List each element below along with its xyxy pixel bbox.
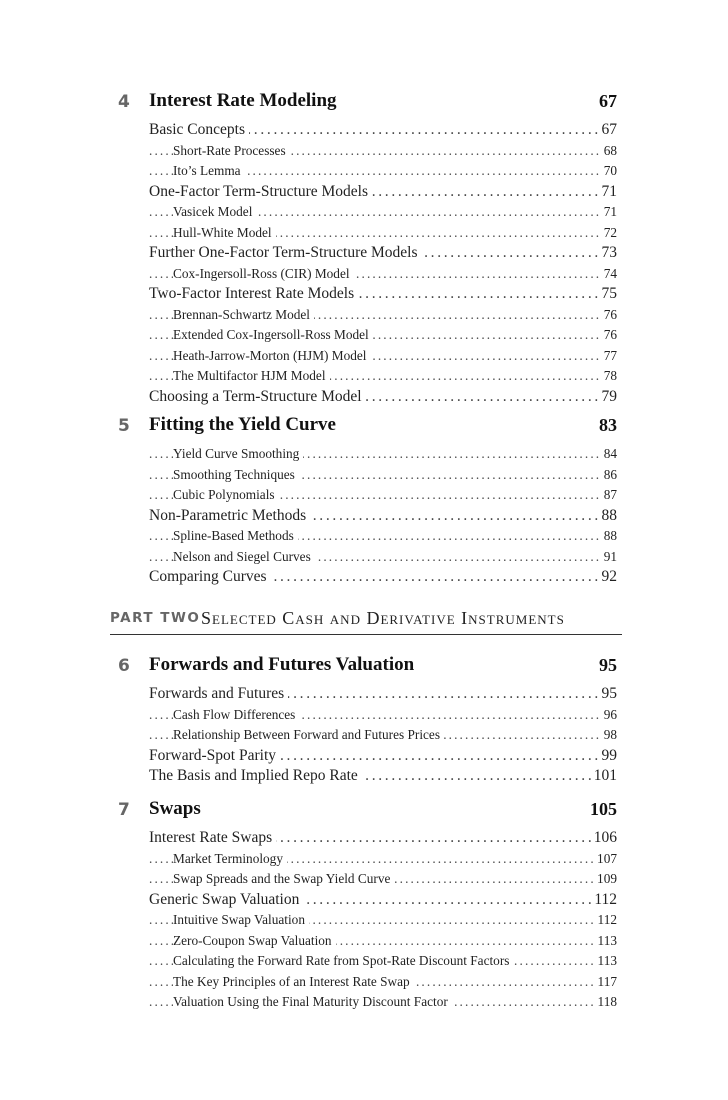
subsection-page-number: 91 [601, 547, 617, 568]
chapter-heading [0, 416, 728, 444]
toc-subsection[interactable] [0, 141, 728, 162]
section-label: Non-Parametric Methods [149, 506, 310, 527]
section-page-number: 95 [599, 684, 618, 705]
toc-subsection[interactable] [0, 931, 728, 952]
toc-section[interactable] [0, 828, 728, 849]
toc-section[interactable] [0, 684, 728, 705]
subsection-page-number: 74 [601, 264, 617, 285]
toc-subsection[interactable] [0, 526, 728, 547]
subsection-label: Market Terminology [173, 849, 287, 870]
toc-subsection[interactable] [0, 202, 728, 223]
subsection-label: Intuitive Swap Valuation [173, 910, 309, 931]
subsection-label: Cox-Ingersoll-Ross (CIR) Model [173, 264, 354, 285]
subsection-label: The Key Principles of an Interest Rate Swap [173, 972, 414, 993]
toc-section[interactable] [0, 567, 728, 588]
subsection-label: Cash Flow Differences [173, 705, 299, 726]
subsection-label: Cubic Polynomials [173, 485, 279, 506]
section-page-number: 75 [599, 284, 618, 305]
subsection-label: Calculating the Forward Rate from Spot-Rate Discount Factors [173, 951, 513, 972]
chapter-title: Swaps [149, 798, 201, 819]
toc-subsection[interactable] [0, 223, 728, 244]
section-label: Further One-Factor Term-Structure Models [149, 243, 422, 264]
section-page-number: 106 [591, 828, 617, 849]
subsection-page-number: 118 [595, 992, 617, 1013]
subsection-label: Short-Rate Processes [173, 141, 290, 162]
chapter-number: 6 [118, 656, 130, 676]
section-label: Forwards and Futures [149, 684, 288, 705]
subsection-label: Extended Cox-Ingersoll-Ross Model [173, 325, 373, 346]
toc-subsection[interactable] [0, 725, 728, 746]
toc-section[interactable] [0, 284, 728, 305]
subsection-page-number: 71 [601, 202, 617, 223]
subsection-label: Zero-Coupon Swap Valuation [173, 931, 336, 952]
section-page-number: 101 [591, 766, 617, 787]
chapter-4 [0, 92, 728, 407]
chapter-title: Forwards and Futures Valuation [149, 654, 415, 675]
subsection-page-number: 76 [601, 325, 617, 346]
toc-subsection[interactable] [0, 325, 728, 346]
subsection-label: Yield Curve Smoothing [173, 444, 303, 465]
section-label: Interest Rate Swaps [149, 828, 276, 849]
toc-subsection[interactable] [0, 346, 728, 367]
chapter-title: Interest Rate Modeling [149, 90, 337, 111]
section-page-number: 88 [599, 506, 618, 527]
toc-subsection[interactable] [0, 869, 728, 890]
subsection-label: Heath-Jarrow-Morton (HJM) Model [173, 346, 371, 367]
toc-section[interactable] [0, 766, 728, 787]
toc-subsection[interactable] [0, 705, 728, 726]
subsection-page-number: 113 [595, 931, 617, 952]
chapter-page-number: 95 [599, 655, 617, 675]
chapter-number: 5 [118, 416, 130, 436]
toc-subsection[interactable] [0, 547, 728, 568]
chapter-page-number: 105 [590, 799, 617, 819]
toc-subsection[interactable] [0, 972, 728, 993]
chapter-heading [0, 92, 728, 120]
subsection-page-number: 117 [595, 972, 617, 993]
subsection-page-number: 96 [601, 705, 617, 726]
subsection-label: Smoothing Techniques [173, 465, 299, 486]
subsection-label: Vasicek Model [173, 202, 256, 223]
section-label: Generic Swap Valuation [149, 890, 303, 911]
subsection-page-number: 87 [601, 485, 617, 506]
section-page-number: 99 [599, 746, 618, 767]
section-label: Basic Concepts [149, 120, 249, 141]
subsection-label: Valuation Using the Final Maturity Discount Factor [173, 992, 452, 1013]
toc-section[interactable] [0, 387, 728, 408]
chapter-7 [0, 800, 728, 1013]
subsection-page-number: 78 [601, 366, 617, 387]
section-page-number: 92 [599, 567, 618, 588]
subsection-page-number: 88 [601, 526, 617, 547]
toc-subsection[interactable] [0, 992, 728, 1013]
subsection-page-number: 84 [601, 444, 617, 465]
toc-subsection[interactable] [0, 485, 728, 506]
toc-section[interactable] [0, 890, 728, 911]
toc-section[interactable] [0, 746, 728, 767]
subsection-label: Spline-Based Methods [173, 526, 298, 547]
subsection-page-number: 76 [601, 305, 617, 326]
toc-subsection[interactable] [0, 910, 728, 931]
section-label: One-Factor Term-Structure Models [149, 182, 372, 203]
subsection-label: Ito’s Lemma [173, 161, 245, 182]
subsection-page-number: 107 [594, 849, 617, 870]
chapter-heading [0, 800, 728, 828]
toc-section[interactable] [0, 120, 728, 141]
subsection-label: Hull-White Model [173, 223, 276, 244]
section-label: Forward-Spot Parity [149, 746, 280, 767]
subsection-label: The Multifactor HJM Model [173, 366, 330, 387]
toc-subsection[interactable] [0, 444, 728, 465]
toc-subsection[interactable] [0, 264, 728, 285]
subsection-page-number: 70 [601, 161, 617, 182]
toc-subsection[interactable] [0, 366, 728, 387]
chapter-6 [0, 656, 728, 787]
subsection-label: Swap Spreads and the Swap Yield Curve [173, 869, 394, 890]
toc-section[interactable] [0, 182, 728, 203]
chapter-5 [0, 416, 728, 588]
chapter-number: 7 [118, 800, 130, 820]
chapter-page-number: 83 [599, 415, 617, 435]
subsection-label: Relationship Between Forward and Futures Prices [173, 725, 444, 746]
section-page-number: 79 [599, 387, 618, 408]
toc-subsection[interactable] [0, 849, 728, 870]
subsection-page-number: 68 [601, 141, 617, 162]
toc-subsection[interactable] [0, 305, 728, 326]
subsection-label: Nelson and Siegel Curves [173, 547, 315, 568]
subsection-page-number: 109 [594, 869, 617, 890]
subsection-page-number: 86 [601, 465, 617, 486]
section-page-number: 71 [599, 182, 618, 203]
toc-subsection[interactable] [0, 465, 728, 486]
section-label: Comparing Curves [149, 567, 271, 588]
part-label: PART TWO [110, 610, 201, 626]
toc-section[interactable] [0, 506, 728, 527]
subsection-page-number: 72 [601, 223, 617, 244]
toc-subsection[interactable] [0, 951, 728, 972]
subsection-label: Brennan-Schwartz Model [173, 305, 314, 326]
part-title: Selected Cash and Derivative Instruments [201, 608, 565, 628]
section-page-number: 73 [599, 243, 618, 264]
part-heading [110, 608, 622, 635]
section-page-number: 67 [599, 120, 618, 141]
subsection-page-number: 112 [595, 910, 617, 931]
chapter-page-number: 67 [599, 91, 617, 111]
section-label: Choosing a Term-Structure Model [149, 387, 366, 408]
section-label: The Basis and Implied Repo Rate [149, 766, 362, 787]
chapter-title: Fitting the Yield Curve [149, 414, 336, 435]
section-label: Two-Factor Interest Rate Models [149, 284, 358, 305]
subsection-page-number: 113 [595, 951, 617, 972]
subsection-page-number: 77 [601, 346, 617, 367]
chapter-number: 4 [118, 92, 130, 112]
subsection-page-number: 98 [601, 725, 617, 746]
section-page-number: 112 [591, 890, 617, 911]
toc-subsection[interactable] [0, 161, 728, 182]
chapter-heading [0, 656, 728, 684]
toc-section[interactable] [0, 243, 728, 264]
